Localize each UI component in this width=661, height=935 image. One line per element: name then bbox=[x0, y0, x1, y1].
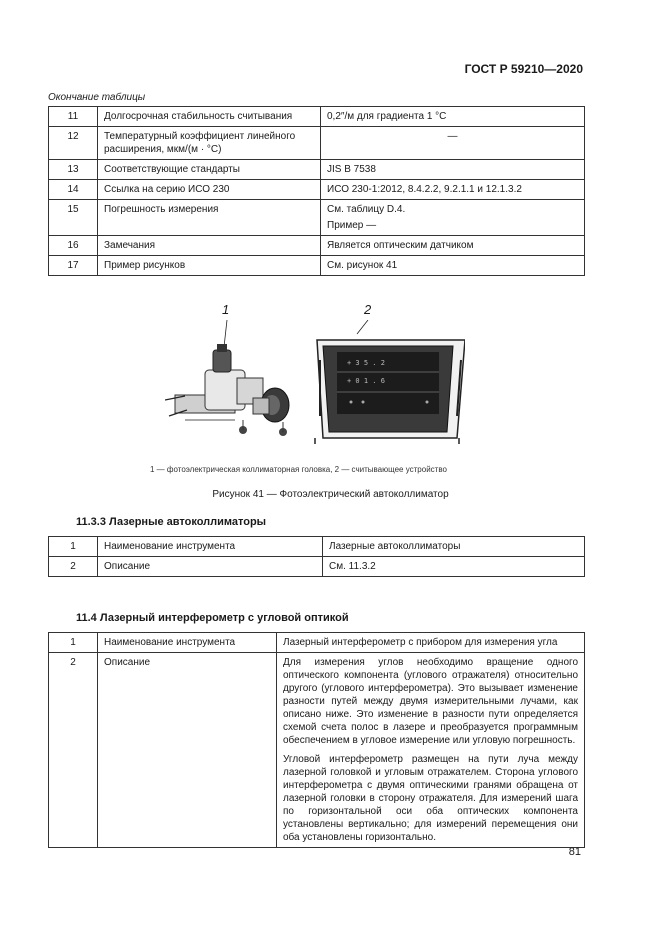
row-number: 2 bbox=[49, 653, 98, 848]
figure-label-2: 2 bbox=[364, 302, 372, 317]
row-name: Погрешность измерения bbox=[98, 200, 321, 236]
laser-interferometer-table bbox=[48, 632, 585, 848]
parameters-table bbox=[48, 106, 585, 276]
row-value bbox=[321, 200, 585, 236]
collimator-head bbox=[165, 344, 289, 436]
section-heading-11-4: 11.4 Лазерный интерферометр с угловой оптикой bbox=[76, 612, 349, 624]
table-row bbox=[49, 180, 585, 200]
row-number: 1 bbox=[49, 633, 98, 653]
row-value: JIS B 7538 bbox=[321, 160, 585, 180]
page-number: 81 bbox=[568, 846, 581, 858]
row-name: Пример рисунков bbox=[98, 256, 321, 276]
row-value: Является оптическим датчиком bbox=[321, 236, 585, 256]
row-number: 1 bbox=[49, 537, 98, 557]
row-number: 11 bbox=[49, 107, 98, 127]
row-number: 14 bbox=[49, 180, 98, 200]
row-value: 0,2″/м для градиента 1 °С bbox=[321, 107, 585, 127]
table-row bbox=[49, 236, 585, 256]
row-name: Описание bbox=[98, 557, 323, 577]
table-row bbox=[49, 107, 585, 127]
row-value: ИСО 230-1:2012, 8.4.2.2, 9.2.1.1 и 12.1.3.2 bbox=[321, 180, 585, 200]
svg-text:+ 0 1 . 6: + 0 1 . 6 bbox=[347, 377, 385, 385]
reading-device bbox=[315, 340, 465, 444]
table-row bbox=[49, 633, 585, 653]
row-number: 17 bbox=[49, 256, 98, 276]
row-name: Долгосрочная стабильность считывания bbox=[98, 107, 321, 127]
laser-autocollimators-table bbox=[48, 536, 585, 577]
table-row bbox=[49, 557, 585, 577]
row-name: Температурный коэффициент линейного расширения, мкм/(м · °С) bbox=[98, 127, 321, 160]
row-value: Лазерные автоколлиматоры bbox=[323, 537, 585, 557]
row-value: См. 11.3.2 bbox=[323, 557, 585, 577]
row-name: Описание bbox=[98, 653, 277, 848]
figure-caption: Рисунок 41 — Фотоэлектрический автоколлиматор bbox=[212, 489, 449, 500]
row-value: Лазерный интерферометр с прибором для измерения угла bbox=[277, 633, 585, 653]
row-name: Наименование инструмента bbox=[98, 537, 323, 557]
row-name: Замечания bbox=[98, 236, 321, 256]
figure-label-1: 1 bbox=[222, 302, 230, 317]
table-row bbox=[49, 256, 585, 276]
row-number: 12 bbox=[49, 127, 98, 160]
table-row bbox=[49, 200, 585, 236]
table-row bbox=[49, 160, 585, 180]
table-row bbox=[49, 537, 585, 557]
row-value-example: Пример — bbox=[327, 220, 377, 231]
row-number: 2 bbox=[49, 557, 98, 577]
figure-legend: 1 — фотоэлектрическая коллиматорная головка, 2 — считывающее устройство bbox=[150, 465, 447, 474]
row-value bbox=[277, 653, 585, 848]
section-heading-11-3-3: 11.3.3 Лазерные автоколлиматоры bbox=[76, 516, 267, 528]
row-number: 13 bbox=[49, 160, 98, 180]
autocollimator-photo bbox=[165, 320, 465, 455]
row-value-line: См. таблицу D.4. bbox=[327, 204, 406, 215]
row-number: 16 bbox=[49, 236, 98, 256]
standard-code: ГОСТ Р 59210—2020 bbox=[464, 62, 583, 76]
row-value: — bbox=[321, 127, 585, 160]
table-continuation-label: Окончание таблицы bbox=[48, 92, 146, 103]
row-number: 15 bbox=[49, 200, 98, 236]
row-name: Ссылка на серию ИСО 230 bbox=[98, 180, 321, 200]
row-name: Наименование инструмента bbox=[98, 633, 277, 653]
svg-text:+ 3 5 . 2: + 3 5 . 2 bbox=[347, 359, 385, 367]
table-row bbox=[49, 127, 585, 160]
description-paragraph: Для измерения углов необходимо вращение одного оптического компонента (углового отражателя) относительно другого (углового интерферометра). Это вызывает изменение разности путей между двумя измерительными лучами, как описано ниже. Это изменение в разности пути определяется схемой счета полос в лазере и преобразуется программным обеспечением в угловое измерение или угловую погрешность. bbox=[283, 657, 578, 746]
table-row bbox=[49, 653, 585, 848]
row-value: См. рисунок 41 bbox=[321, 256, 585, 276]
row-name: Соответствующие стандарты bbox=[98, 160, 321, 180]
description-paragraph: Угловой интерферометр размещен на пути луча между лазерной головкой и угловым отражателем. Сторона углового интерферометра с двумя оптическими гранями обращена от лазерной головки в сторону отражателя. Для измерений шага по горизонтальной оси оба оптических компонента установлены вертикально; для измерений перемещения они оба установлены горизонтально. bbox=[283, 754, 578, 843]
